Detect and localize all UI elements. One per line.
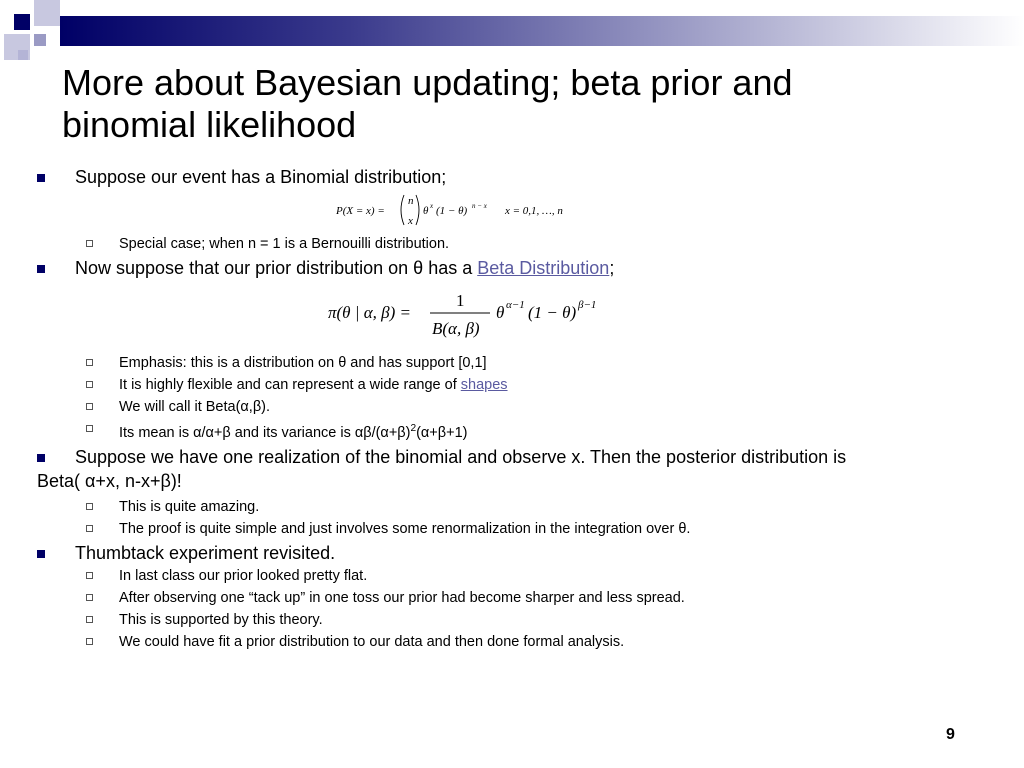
slide-body bbox=[0, 166, 1024, 653]
sub-bullet-text: This is supported by this theory. bbox=[119, 611, 323, 628]
sub-bullet-text: This is quite amazing. bbox=[119, 498, 260, 515]
binomial-theta: θ bbox=[423, 205, 429, 217]
square-bullet-icon bbox=[37, 174, 45, 182]
binomial-formula-svg bbox=[0, 189, 1024, 231]
superscript: 2 bbox=[410, 423, 417, 434]
sub-bullet-text: The proof is quite simple and just involves some renormalization in the integration over θ. bbox=[119, 520, 691, 537]
bullet-binomial bbox=[0, 166, 1024, 188]
title-line-2: binomial likelihood bbox=[62, 104, 357, 145]
bullet-text-pre: Now suppose that our prior distribution on θ has a bbox=[75, 258, 478, 278]
square-bullet-icon bbox=[37, 550, 45, 558]
sub-bullet-amazing bbox=[0, 496, 1024, 518]
beta-formula-svg bbox=[0, 280, 1024, 348]
binomial-mid: (1 − θ) bbox=[436, 205, 468, 217]
sub-bullet-mean-variance bbox=[0, 418, 1024, 444]
bullet-beta-prior bbox=[0, 257, 1024, 279]
square-bullet-icon bbox=[37, 454, 45, 462]
binomial-lhs: P(X = x) = bbox=[336, 205, 385, 217]
hollow-square-bullet-icon bbox=[86, 403, 93, 410]
binomial-left-paren bbox=[401, 195, 404, 225]
decor-square-light bbox=[34, 0, 60, 26]
hollow-square-bullet-icon bbox=[86, 594, 93, 601]
beta-exp2: β−1 bbox=[578, 299, 597, 311]
hollow-square-bullet-icon bbox=[86, 638, 93, 645]
hollow-square-bullet-icon bbox=[86, 503, 93, 510]
sub-bullet-text: Emphasis: this is a distribution on θ and has support [0,1] bbox=[119, 355, 487, 371]
sub-bullet-text: After observing one “tack up” in one toss our prior had become sharper and less spread. bbox=[119, 589, 685, 606]
hollow-square-bullet-icon bbox=[86, 359, 93, 366]
title-banner bbox=[60, 16, 1024, 46]
hollow-square-bullet-icon bbox=[86, 616, 93, 623]
beta-formula bbox=[0, 280, 1024, 348]
sub-bullet-text: We will call it Beta(α,β). bbox=[119, 399, 271, 415]
beta-exp1: α−1 bbox=[506, 299, 525, 311]
bullet-text-post: ; bbox=[609, 258, 615, 278]
beta-denominator: B(α, β) bbox=[432, 319, 480, 338]
sub-bullet-bernoulli bbox=[0, 233, 1024, 255]
square-bullet-icon bbox=[37, 265, 45, 273]
sub-bullet-text: Special case; when n = 1 is a Bernouilli distribution. bbox=[119, 236, 450, 252]
beta-lhs: π(θ | α, β) = bbox=[328, 303, 411, 322]
hollow-square-bullet-icon bbox=[86, 525, 93, 532]
beta-distribution-link[interactable]: Beta Distribution bbox=[477, 258, 610, 278]
bullet-text-line-1: Suppose we have one realization of the binomial and observe x. Then the posterior distribution is bbox=[75, 446, 847, 467]
sub-bullet-proof bbox=[0, 518, 1024, 540]
hollow-square-bullet-icon bbox=[86, 572, 93, 579]
sub-bullet-text-post: (α+β+1) bbox=[416, 424, 468, 441]
binomial-formula bbox=[0, 189, 1024, 231]
sub-bullet-flat-prior bbox=[0, 565, 1024, 587]
hollow-square-bullet-icon bbox=[86, 240, 93, 247]
binomial-exp1: x bbox=[430, 202, 434, 210]
page-number: 9 bbox=[946, 726, 955, 743]
hollow-square-bullet-icon bbox=[86, 381, 93, 388]
sub-bullet-supported bbox=[0, 609, 1024, 631]
shapes-link[interactable]: shapes bbox=[460, 377, 508, 393]
sub-bullet-beta-name bbox=[0, 396, 1024, 418]
sub-bullet-sharper bbox=[0, 587, 1024, 609]
sub-bullet-formal-analysis bbox=[0, 631, 1024, 653]
binomial-top: n bbox=[408, 195, 414, 207]
sub-bullet-text-pre: Its mean is α/α+β and its variance is αβ/(α+β) bbox=[119, 424, 411, 441]
bullet-thumbtack bbox=[0, 542, 1024, 564]
hollow-square-bullet-icon bbox=[86, 425, 93, 432]
sub-bullet-text: We could have fit a prior distribution to our data and then done formal analysis. bbox=[119, 633, 625, 650]
bullet-text-line-2: Beta( α+x, n-x+β)! bbox=[37, 470, 182, 491]
decor-square-mid bbox=[34, 34, 46, 46]
bullet-text: Thumbtack experiment revisited. bbox=[75, 542, 336, 563]
binomial-support: x = 0,1, …, n bbox=[505, 205, 563, 217]
beta-mid: (1 − θ) bbox=[528, 303, 577, 322]
beta-theta: θ bbox=[496, 303, 505, 322]
binomial-exp2: n − x bbox=[472, 202, 487, 210]
bullet-posterior bbox=[0, 446, 1024, 495]
sub-bullet-text: In last class our prior looked pretty flat. bbox=[119, 567, 368, 584]
binomial-bottom: x bbox=[408, 215, 413, 227]
sub-bullet-flexible bbox=[0, 374, 1024, 396]
title-line-1: More about Bayesian updating; beta prior and bbox=[62, 62, 793, 103]
slide-title bbox=[62, 62, 962, 146]
beta-numerator: 1 bbox=[456, 291, 465, 310]
sub-bullet-support bbox=[0, 352, 1024, 374]
binomial-right-paren bbox=[416, 195, 419, 225]
decor-square-small bbox=[18, 50, 28, 60]
sub-bullet-text-pre: It is highly flexible and can represent a wide range of bbox=[119, 377, 461, 393]
bullet-text: Suppose our event has a Binomial distribution; bbox=[75, 167, 447, 187]
decor-square-navy bbox=[14, 14, 30, 30]
